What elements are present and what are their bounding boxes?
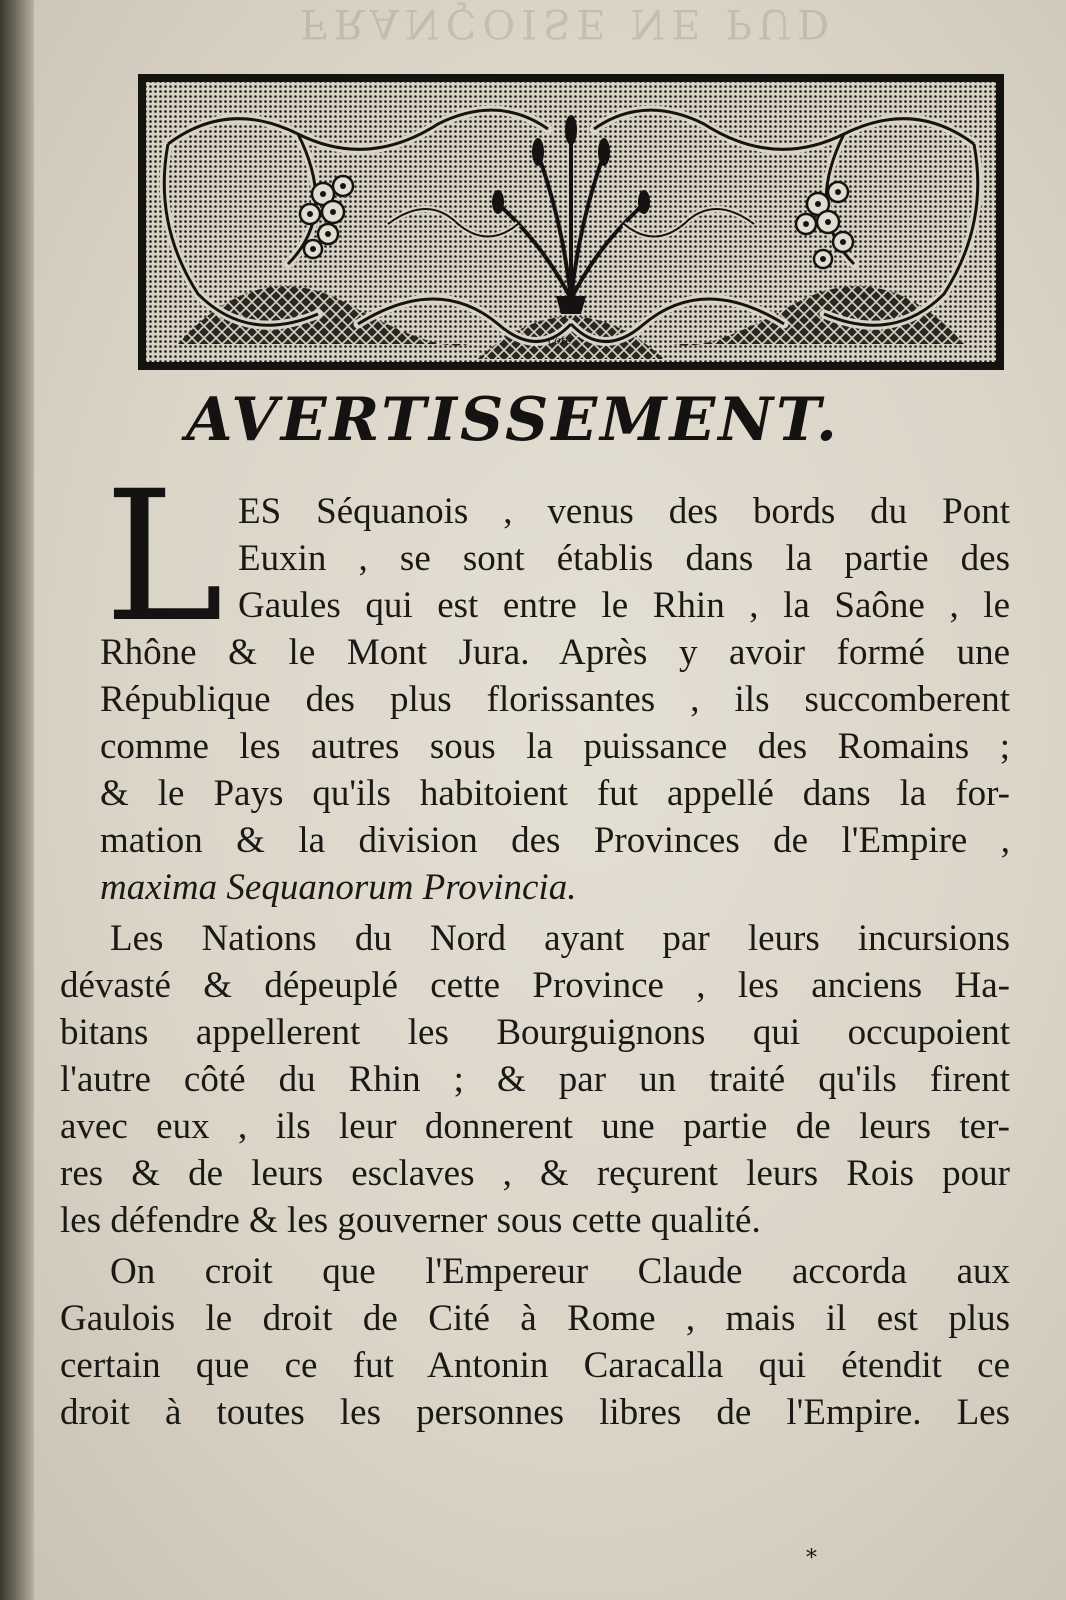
signature-mark: * xyxy=(806,1546,817,1571)
text-line: Les Nations du Nord ayant par leurs incursions xyxy=(110,918,1010,959)
ornament-signature: cote xyxy=(548,334,572,347)
text-line: ES Séquanois , venus des bords du Pont xyxy=(238,491,1010,532)
text-line: bitans appellerent les Bourguignons qui occupoient xyxy=(60,1012,1010,1053)
text-line: mation & la division des Provinces de l'Empire , xyxy=(100,820,1010,861)
page-title: AVERTISSEMENT. xyxy=(186,385,840,455)
text-line: Euxin , se sont établis dans la partie des xyxy=(238,538,1010,579)
text-line: dévasté & dépeuplé cette Province , les anciens Ha- xyxy=(60,965,1010,1006)
text-line: comme les autres sous la puissance des Romains ; xyxy=(100,726,1010,767)
text-line: l'autre côté du Rhin ; & par un traité qu'ils firent xyxy=(60,1059,1010,1100)
text-line: Gaules qui est entre le Rhin , la Saône , le xyxy=(238,585,1010,626)
bleed-through-text: FRANÇOISE NE PUD xyxy=(300,0,836,46)
text-line: Gaulois le droit de Cité à Rome , mais il est plus xyxy=(60,1298,1010,1339)
text-line: certain que ce fut Antonin Caracalla qui étendit ce xyxy=(60,1345,1010,1386)
text-line: On croit que l'Empereur Claude accorda aux xyxy=(110,1251,1010,1292)
text-line: res & de leurs esclaves , & reçurent leurs Rois pour xyxy=(60,1153,1010,1194)
text-line: & le Pays qu'ils habitoient fut appellé dans la for- xyxy=(100,773,1010,814)
headpiece-ornament xyxy=(138,74,1004,370)
text-line: droit à toutes les personnes libres de l'Empire. Les xyxy=(60,1392,1010,1433)
text-line: avec eux , ils leur donnerent une partie de leurs ter- xyxy=(60,1106,1010,1147)
book-gutter xyxy=(0,0,34,1600)
drop-cap: L xyxy=(104,453,224,662)
text-line: Rhône & le Mont Jura. Après y avoir formé une xyxy=(100,632,1010,673)
text-line: les défendre & les gouverner sous cette qualité. xyxy=(60,1200,761,1241)
text-line: République des plus florissantes , ils succomberent xyxy=(100,679,1010,720)
body-text xyxy=(60,488,1010,1436)
text-line: maxima Sequanorum Provincia. xyxy=(100,867,577,908)
